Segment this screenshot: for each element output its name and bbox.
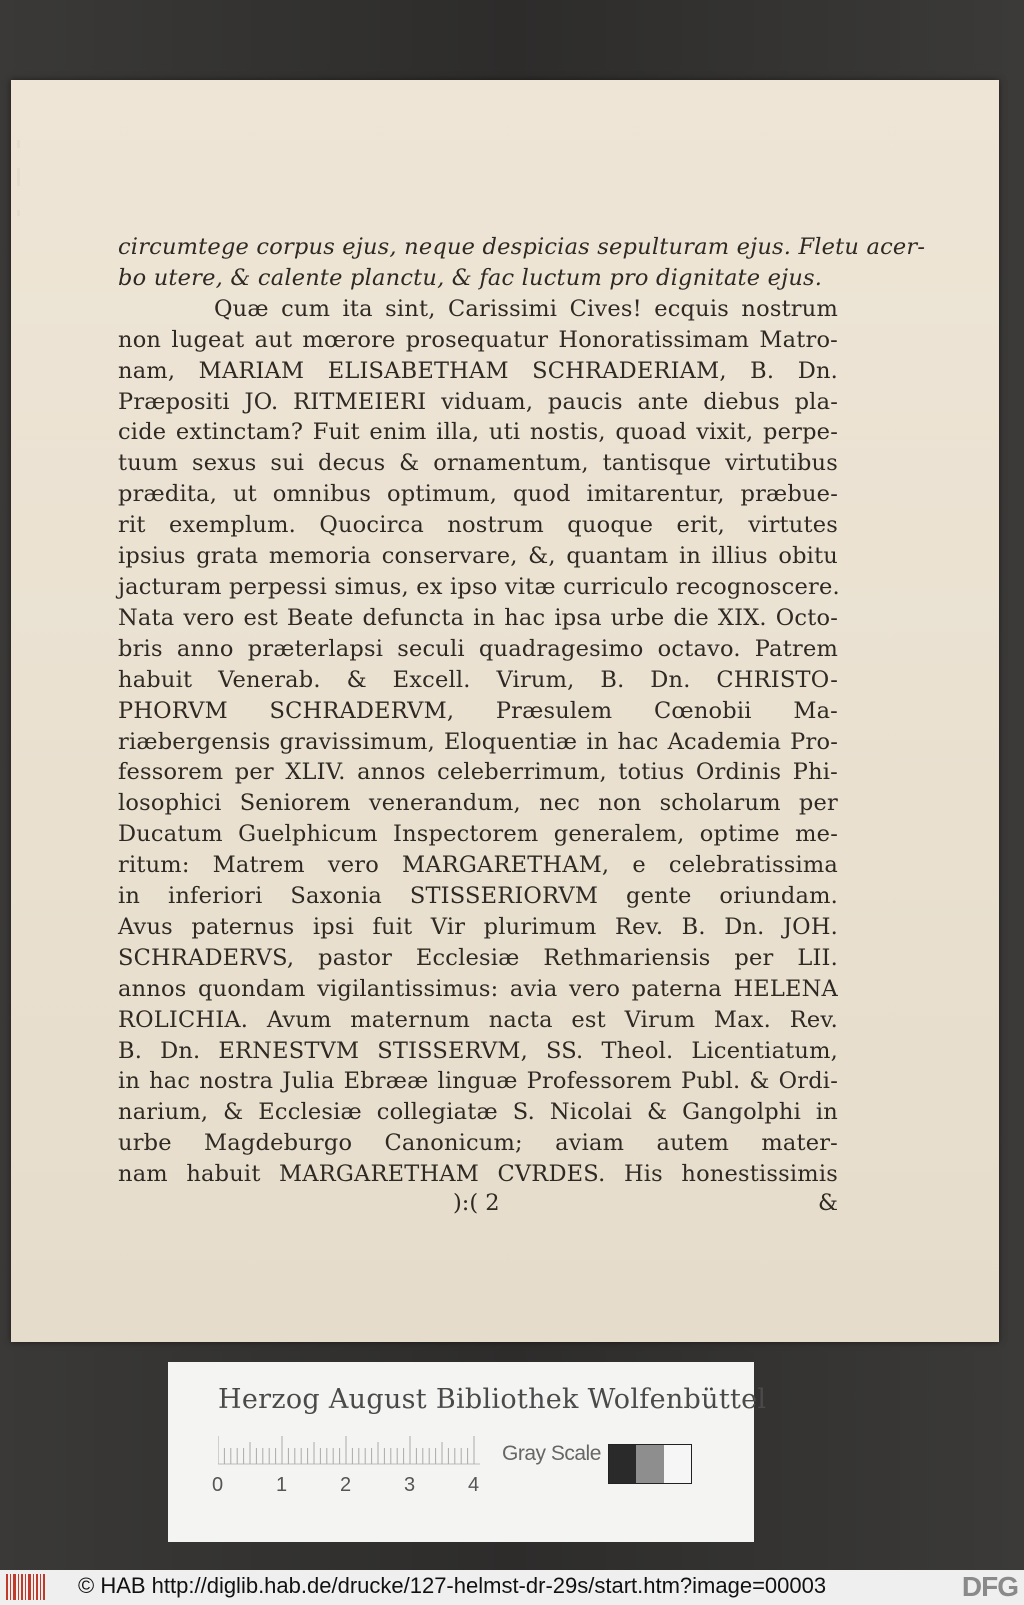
scale-ruler xyxy=(218,1434,480,1474)
text-line: nam, MARIAM ELISABETHAM SCHRADERIAM, B. Dn. xyxy=(118,357,838,384)
text-line: Avus paternus ipsi fuit Vir plurimum Rev. B. Dn. JOH. xyxy=(118,913,838,940)
text-line: rit exemplum. Quocirca nostrum quoque erit, virtutes xyxy=(118,512,838,539)
gutter-mark xyxy=(17,210,20,216)
barcode-icon xyxy=(6,1574,46,1600)
scale-number: 2 xyxy=(340,1474,352,1496)
scale-numbers xyxy=(204,1474,504,1504)
gutter-mark xyxy=(17,168,20,186)
catchword: & xyxy=(817,1190,838,1216)
text-line: Ducatum Guelphicum Inspectorem generalem, optime me- xyxy=(118,821,838,848)
gray-scale-swatches xyxy=(608,1444,692,1484)
page-text xyxy=(118,232,926,1190)
gutter-mark xyxy=(17,140,20,148)
text-line: in inferiori Saxonia STISSERIORVM gente oriundam. xyxy=(118,883,838,910)
italic-line: circumtege corpus ejus, neque despicias sepulturam ejus. Fletu acer- xyxy=(118,234,926,260)
text-line: ipsius grata memoria conservare, &, quantam in illius obitu xyxy=(118,543,838,570)
text-line: Nata vero est Beate defuncta in hac ipsa urbe die XIX. Octo- xyxy=(118,604,838,631)
text-line: jacturam perpessi simus, ex ipso vitæ curriculo recognoscere. xyxy=(118,573,840,600)
text-line: annos quondam vigilantissimus: avia vero paterna HELENA xyxy=(118,975,838,1002)
text-line: PHORVM SCHRADERVM, Præsulem Cœnobii Ma- xyxy=(118,697,838,724)
library-name: Herzog August Bibliothek Wolfenbüttel xyxy=(218,1384,767,1415)
text-line: nam habuit MARGARETHAM CVRDES. His honestissimis xyxy=(118,1161,838,1188)
scale-number: 0 xyxy=(212,1474,224,1496)
text-line: non lugeat aut mœrore prosequatur Honoratissimam Matro- xyxy=(118,326,838,353)
swatch-gray xyxy=(636,1445,663,1483)
text-line: ROLICHIA. Avum maternum nacta est Virum Max. Rev. xyxy=(118,1006,838,1033)
text-line: Quæ cum ita sint, Carissimi Cives! ecquis nostrum xyxy=(214,295,838,322)
text-line: ritum: Matrem vero MARGARETHAM, e celebratissima xyxy=(118,852,838,879)
copyright-link[interactable]: © HAB http://diglib.hab.de/drucke/127-helmst-dr-29s/start.htm?image=00003 xyxy=(78,1573,827,1598)
scale-number: 1 xyxy=(276,1474,288,1496)
text-line: SCHRADERVS, pastor Ecclesiæ Rethmariensis per LII. xyxy=(118,944,838,971)
text-line: habuit Venerab. & Excell. Virum, B. Dn. CHRISTO- xyxy=(118,666,838,693)
gray-scale-label: Gray Scale xyxy=(502,1442,601,1465)
text-line: riæbergensis gravissimum, Eloquentiæ in hac Academia Pro- xyxy=(118,728,838,755)
viewer-footer xyxy=(0,1570,1024,1605)
text-line: B. Dn. ERNESTVM STISSERVM, SS. Theol. Licentiatum, xyxy=(118,1037,838,1064)
text-line: narium, & Ecclesiæ collegiatæ S. Nicolai & Gangolphi in xyxy=(118,1099,838,1126)
text-line: tuum sexus sui decus & ornamentum, tantisque virtutibus xyxy=(118,450,838,477)
swatch-white xyxy=(664,1445,691,1483)
text-line: in hac nostra Julia Ebrææ linguæ Professorem Publ. & Ordi- xyxy=(118,1068,838,1095)
text-line: cide extinctam? Fuit enim illa, uti nostis, quoad vixit, perpe- xyxy=(118,419,838,446)
library-label-card xyxy=(168,1362,767,1542)
scale-number: 4 xyxy=(468,1474,480,1496)
signature-mark: ):( 2 xyxy=(453,1190,500,1216)
text-line: losophici Seniorem venerandum, nec non scholarum per xyxy=(118,790,838,817)
italic-line: bo utere, & calente planctu, & fac luctum pro dignitate ejus. xyxy=(118,264,823,291)
text-line: urbe Magdeburgo Canonicum; aviam autem mater- xyxy=(118,1130,838,1157)
page-footer-marks xyxy=(118,1190,838,1220)
swatch-black xyxy=(609,1445,636,1483)
text-line: bris anno præterlapsi seculi quadragesimo octavo. Patrem xyxy=(118,635,838,662)
text-line: fessorem per XLIV. annos celeberrimum, totius Ordinis Phi- xyxy=(118,759,838,786)
text-line: Præpositi JO. RITMEIERI viduam, paucis ante diebus pla- xyxy=(118,388,838,415)
text-line: prædita, ut omnibus optimum, quod imitarentur, præbue- xyxy=(118,481,838,508)
dfg-logo: DFG xyxy=(961,1571,1018,1602)
scale-number: 3 xyxy=(404,1474,416,1496)
